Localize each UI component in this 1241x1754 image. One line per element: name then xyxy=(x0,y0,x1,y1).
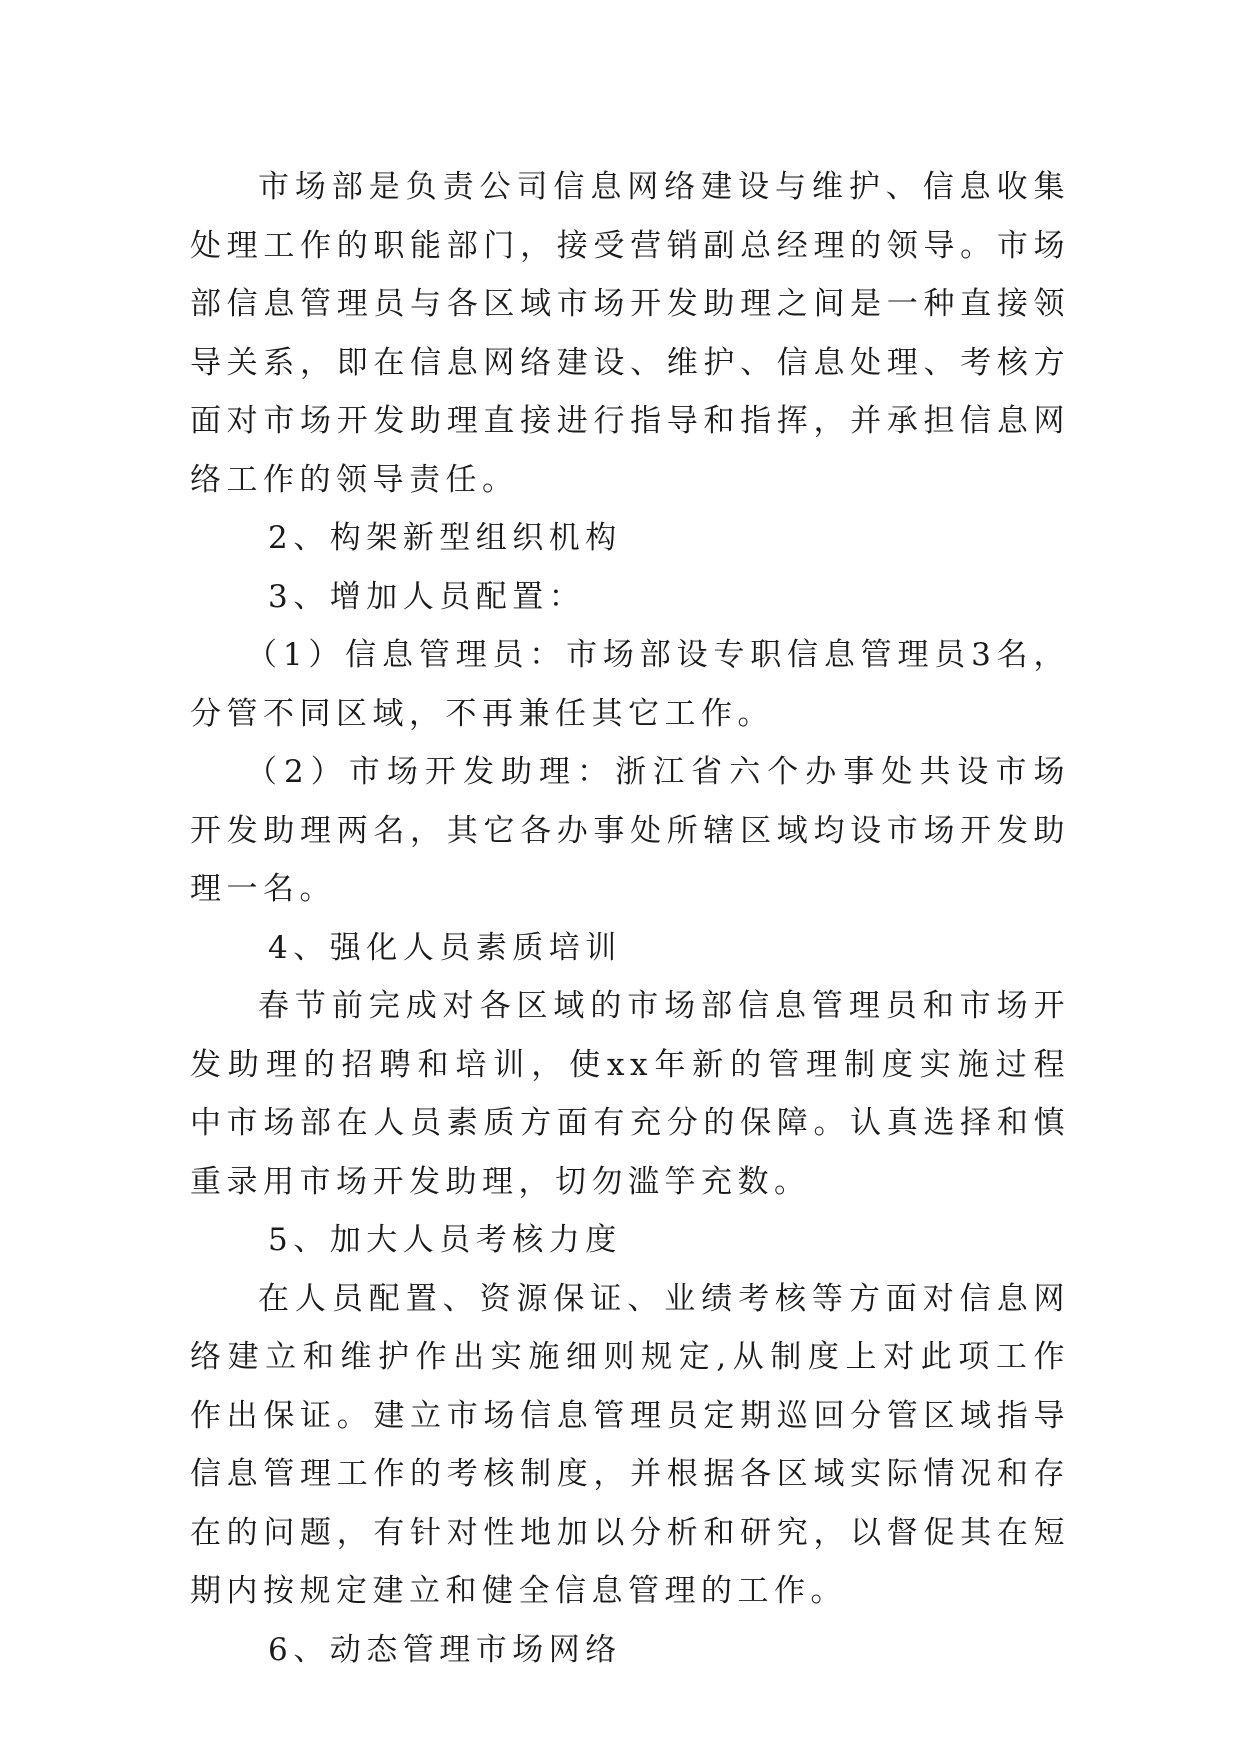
paragraph-training: 春节前完成对各区域的市场部信息管理员和市场开发助理的招聘和培训，使xx年新的管理制度实施过程中市场部在人员素质方面有充分的保障。认真选择和慎重录用市场开发助理，切勿滥竽充数。 xyxy=(190,988,1070,1200)
heading-item-6: 6、动态管理市场网络 xyxy=(268,1631,622,1668)
paragraph-assessment: 在人员配置、资源保证、业绩考核等方面对信息网络建立和维护作出实施细则规定,从制度上对此项工作作出保证。建立市场信息管理员定期巡回分管区域指导信息管理工作的考核制度，并根据各区域实际情况和存在的问题，有针对性地加以分析和研究，以督促其在短期内按规定建立和健全信息管理的工作。 xyxy=(190,1280,1070,1609)
paragraph-info-manager: （1）信息管理员：市场部设专职信息管理员3名，分管不同区域，不再兼任其它工作。 xyxy=(190,637,1070,732)
paragraph-market-assistant: （2）市场开发助理：浙江省六个办事处共设市场开发助理两名，其它各办事处所辖区域均设市场开发助理一名。 xyxy=(190,754,1070,907)
heading-item-5: 5、加大人员考核力度 xyxy=(268,1222,622,1258)
paragraph-market-dept-duties: 市场部是负责公司信息网络建设与维护、信息收集处理工作的职能部门，接受营销副总经理的领导。市场部信息管理员与各区域市场开发助理之间是一种直接领导关系，即在信息网络建设、维护、信息处理、考核方面对市场开发助理直接进行指导和指挥，并承担信息网络工作的领导责任。 xyxy=(190,169,1070,498)
heading-item-2: 2、构架新型组织机构 xyxy=(268,520,622,556)
heading-item-4: 4、强化人员素质培训 xyxy=(268,929,622,966)
document-body xyxy=(190,158,1070,1679)
heading-item-3: 3、增加人员配置： xyxy=(268,578,586,615)
